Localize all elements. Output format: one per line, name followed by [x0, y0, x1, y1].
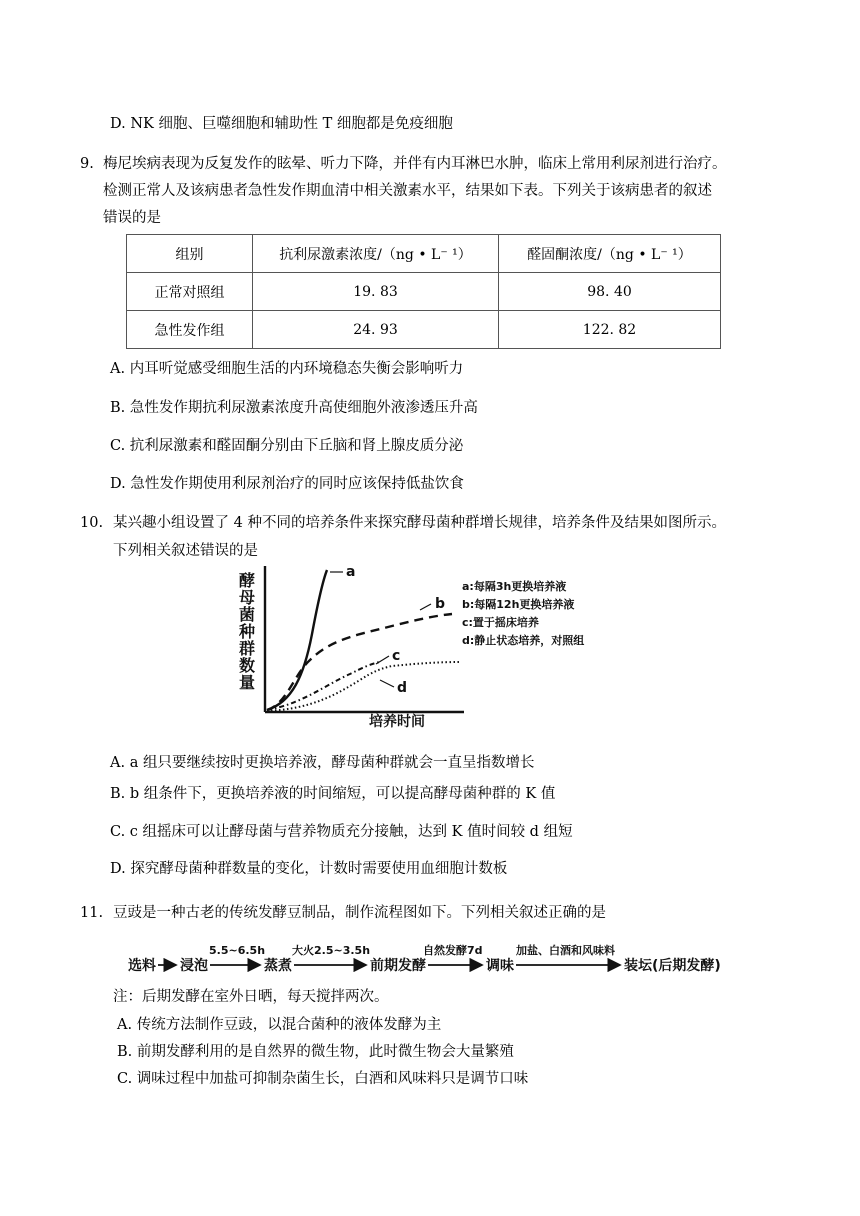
curve-a [267, 570, 327, 710]
legend-item-c: c:置于摇床培养 [462, 616, 539, 629]
q9-option-a: A. 内耳听觉感受细胞生活的内环境稳态失衡会影响听力 [110, 361, 464, 377]
flow-step-jar: 装坛(后期发酵) [624, 958, 721, 974]
table-header-cell: 抗利尿激素浓度/（ng • L⁻ ¹） [253, 235, 499, 273]
flow-step-select: 选料 [128, 958, 156, 974]
q10-option-a: A. a 组只要继续按时更换培养液，酵母菌种群就会一直呈指数增长 [110, 755, 535, 771]
q10-option-b: B. b 组条件下，更换培养液的时间缩短，可以提高酵母菌种群的 K 值 [110, 786, 556, 802]
table-row [127, 273, 721, 311]
q11-note: 注：后期发酵在室外日晒，每天搅拌两次。 [113, 989, 389, 1005]
q11-number: 11. [80, 905, 104, 921]
curve-label-d: d [397, 680, 408, 696]
label-pointer-c [376, 656, 389, 664]
q10-option-d: D. 探究酵母菌种群数量的变化，计数时需要使用血细胞计数板 [110, 861, 508, 877]
q10-stem-line-2: 下列相关叙述错误的是 [113, 543, 258, 559]
table-cell: 98. 40 [499, 273, 721, 311]
y-axis-label-char: 种 [238, 622, 256, 641]
y-axis-label-char: 酵 [238, 571, 256, 590]
table-cell: 24. 93 [253, 311, 499, 349]
yeast-growth-figure [232, 564, 632, 730]
legend-item-b: b:每隔12h更换培养液 [462, 598, 575, 611]
label-pointer-b [420, 604, 431, 610]
q10-stem-line-1: 某兴趣小组设置了 4 种不同的培养条件来探究酵母菌种群增长规律，培养条件及结果如图所示。 [113, 515, 726, 531]
table-cell: 122. 82 [499, 311, 721, 349]
q9-option-b: B. 急性发作期抗利尿激素浓度升高使细胞外液渗透压升高 [110, 400, 478, 416]
q9-stem-line-1: 梅尼埃病表现为反复发作的眩晕、听力下降，并伴有内耳淋巴水肿，临床上常用利尿剂进行治疗。 [103, 156, 727, 172]
curve-label-c: c [392, 648, 401, 664]
table-header-cell: 醛固酮浓度/（ng • L⁻ ¹） [499, 235, 721, 273]
table-row [127, 311, 721, 349]
q9-stem-line-2: 检测正常人及该病患者急性发作期血清中相关激素水平，结果如下表。下列关于该病患者的叙述 [103, 183, 712, 199]
label-pointer-d [380, 680, 394, 687]
table-cell: 急性发作组 [127, 311, 253, 349]
flow-arrow-label: 加盐、白酒和风味料 [516, 944, 615, 957]
flow-arrow-label: 5.5~6.5h [209, 944, 266, 957]
flow-step-season: 调味 [486, 958, 514, 974]
q10-number: 10. [80, 515, 104, 531]
curve-label-a: a [346, 564, 356, 580]
curve-b [267, 614, 452, 710]
q11-stem: 豆豉是一种古老的传统发酵豆制品，制作流程图如下。下列相关叙述正确的是 [113, 905, 606, 921]
q9-option-d: D. 急性发作期使用利尿剂治疗的同时应该保持低盐饮食 [110, 476, 464, 492]
flow-arrow-label: 自然发酵7d [423, 944, 483, 957]
table-header-cell: 组别 [127, 235, 253, 273]
y-axis-label-char: 数 [238, 656, 256, 675]
x-axis-label: 培养时间 [369, 714, 425, 730]
q9-stem-line-3: 错误的是 [103, 210, 161, 226]
q11-option-a: A. 传统方法制作豆豉，以混合菌种的液体发酵为主 [117, 1017, 442, 1033]
table-cell: 19. 83 [253, 273, 499, 311]
y-axis-label-char: 量 [238, 673, 256, 692]
y-axis-label-char: 母 [238, 588, 256, 607]
table-cell: 正常对照组 [127, 273, 253, 311]
douchi-flowchart [126, 937, 726, 977]
flow-step-soak: 浸泡 [180, 958, 208, 974]
y-axis-label-char: 群 [238, 639, 256, 658]
flow-step-early-ferment: 前期发酵 [370, 958, 426, 974]
curve-c [267, 662, 380, 710]
q10-option-c: C. c 组摇床可以让酵母菌与营养物质充分接触，达到 K 值时间较 d 组短 [110, 824, 573, 840]
table-header-row [127, 235, 721, 273]
q9-option-c: C. 抗利尿激素和醛固酮分别由下丘脑和肾上腺皮质分泌 [110, 438, 464, 454]
legend-item-d: d:静止状态培养，对照组 [462, 634, 585, 647]
q11-option-b: B. 前期发酵利用的是自然界的微生物，此时微生物会大量繁殖 [117, 1044, 514, 1060]
q11-option-c: C. 调味过程中加盐可抑制杂菌生长，白酒和风味料只是调节口味 [117, 1071, 529, 1087]
curve-label-b: b [435, 596, 446, 612]
hormone-table [126, 234, 721, 349]
legend-item-a: a:每隔3h更换培养液 [462, 580, 567, 593]
q8-option-d: D. NK 细胞、巨噬细胞和辅助性 T 细胞都是免疫细胞 [110, 116, 453, 132]
flow-arrow-label: 大火2.5~3.5h [292, 944, 371, 957]
y-axis-label-char: 菌 [238, 605, 256, 624]
q9-number: 9. [80, 156, 94, 172]
flow-step-steam: 蒸煮 [264, 958, 292, 974]
